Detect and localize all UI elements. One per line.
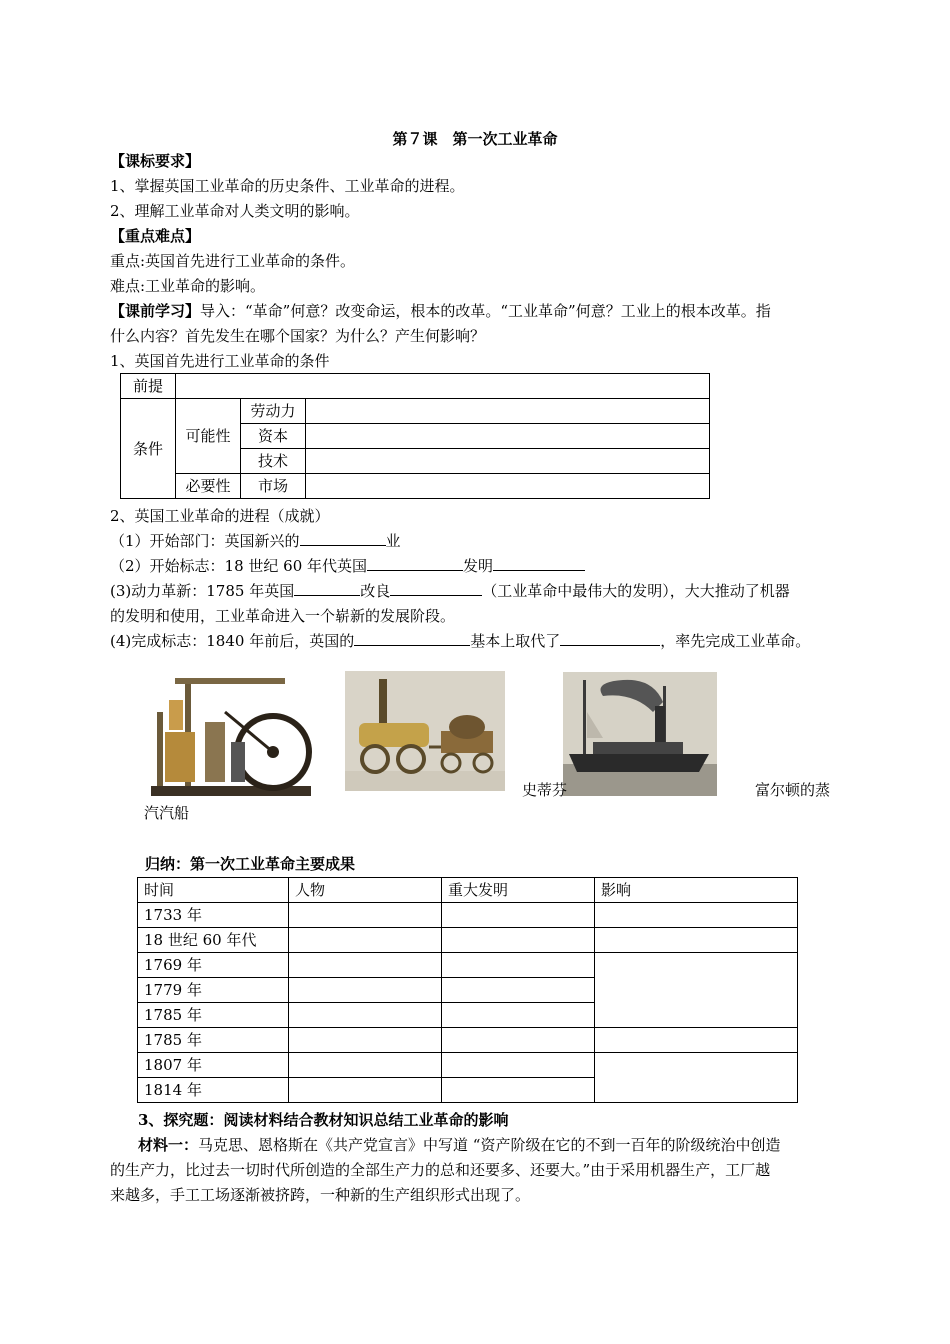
cell-tiaojian: 条件 xyxy=(121,399,176,499)
zhongdian-item-1: 重点:英国首先进行工业革命的条件。 xyxy=(110,252,356,270)
blank-cell-merged[interactable] xyxy=(595,1053,798,1103)
blank-2[interactable] xyxy=(367,556,463,571)
blank-4[interactable] xyxy=(294,581,360,596)
achievements-table xyxy=(137,877,798,1103)
blank-cell[interactable] xyxy=(289,928,442,953)
progress-item-3-cont: 的发明和使用，工业革命进入一个崭新的发展阶段。 xyxy=(110,607,456,625)
cell-biyaoxing: 必要性 xyxy=(176,474,241,499)
progress-item-1: （1）开始部门：英国新兴的 业 xyxy=(110,532,401,550)
kq-line-1 xyxy=(110,300,771,322)
section-zhongdian: 【重点难点】 xyxy=(110,227,201,245)
steam-engine-image xyxy=(145,672,315,800)
cell-qianti-blank[interactable] xyxy=(176,374,710,399)
header-time: 时间 xyxy=(138,878,289,903)
blank-cell[interactable] xyxy=(595,903,798,928)
progress-item-3: (3)动力革新：1785 年英国 改良 （工业革命中最伟大的发明），大大推动了机器 xyxy=(110,582,790,600)
material-1-text: 马克思、恩格斯在《共产党宣言》中写道 “资产阶级在它的不到一百年的阶级统治中创造 xyxy=(198,1136,781,1154)
steamship-image xyxy=(563,672,717,796)
blank-cell-merged[interactable] xyxy=(595,953,798,1028)
header-impact: 影响 xyxy=(595,878,798,903)
cell-kenengxing: 可能性 xyxy=(176,399,241,474)
progress-item-4: (4)完成标志：1840 年前后，英国的 基本上取代了 ，率先完成工业革命。 xyxy=(110,632,811,650)
cell-laodongli: 劳动力 xyxy=(241,399,306,424)
question-2: 2、英国工业革命的进程（成就） xyxy=(110,507,330,525)
kq-line-2: 什么内容？首先发生在哪个国家？为什么？产生何影响？ xyxy=(110,327,486,345)
blank-cell[interactable] xyxy=(442,1003,595,1028)
cell-shichang: 市场 xyxy=(241,474,306,499)
year-cell: 18 世纪 60 年代 xyxy=(138,928,289,953)
cell-qianti: 前提 xyxy=(121,374,176,399)
blank-cell[interactable] xyxy=(442,1053,595,1078)
blank-cell[interactable] xyxy=(442,1078,595,1103)
page-title: 第７课 第一次工业革命 xyxy=(392,130,558,148)
blank-1[interactable] xyxy=(300,531,386,546)
progress-item-2: （2）开始标志：18 世纪 60 年代英国 发明 xyxy=(110,555,585,577)
year-cell: 1807 年 xyxy=(138,1053,289,1078)
question-1: 1、英国首先进行工业革命的条件 xyxy=(110,352,330,370)
cell-laodongli-blank[interactable] xyxy=(306,399,710,424)
blank-cell[interactable] xyxy=(289,1028,442,1053)
year-cell: 1779 年 xyxy=(138,978,289,1003)
material-1-line-1 xyxy=(138,1134,780,1156)
blank-cell[interactable] xyxy=(289,953,442,978)
caption-locomotive: 史蒂芬 xyxy=(522,781,568,799)
summary-title: 归纳：第一次工业革命主要成果 xyxy=(145,855,356,873)
blank-cell[interactable] xyxy=(595,928,798,953)
kebiao-item-1: 1、掌握英国工业革命的历史条件、工业革命的进程。 xyxy=(110,177,465,195)
year-cell: 1814 年 xyxy=(138,1078,289,1103)
year-cell: 1769 年 xyxy=(138,953,289,978)
locomotive-image xyxy=(345,671,505,791)
cell-ziben-blank[interactable] xyxy=(306,424,710,449)
blank-cell[interactable] xyxy=(289,1053,442,1078)
section-kebiao: 【课标要求】 xyxy=(110,152,201,170)
caption-steamship: 富尔顿的蒸 xyxy=(755,781,831,799)
blank-cell[interactable] xyxy=(442,1028,595,1053)
kq-text-1: 导入：“革命”何意？改变命运，根本的改革。“工业革命”何意？工业上的根本改革。指 xyxy=(200,302,771,320)
blank-cell[interactable] xyxy=(595,1028,798,1053)
blank-7[interactable] xyxy=(560,631,660,646)
blank-3[interactable] xyxy=(493,556,585,571)
header-invention: 重大发明 xyxy=(442,878,595,903)
blank-cell[interactable] xyxy=(442,928,595,953)
caption-steamship-cont: 汽汽船 xyxy=(144,804,190,822)
blank-cell[interactable] xyxy=(289,1003,442,1028)
year-cell: 1785 年 xyxy=(138,1028,289,1053)
question-3: 3、探究题：阅读材料结合教材知识总结工业革命的影响 xyxy=(138,1111,509,1129)
kebiao-item-2: 2、理解工业革命对人类文明的影响。 xyxy=(110,202,360,220)
header-person: 人物 xyxy=(289,878,442,903)
cell-ziben: 资本 xyxy=(241,424,306,449)
blank-cell[interactable] xyxy=(289,978,442,1003)
blank-cell[interactable] xyxy=(442,953,595,978)
cell-jishu-blank[interactable] xyxy=(306,449,710,474)
blank-6[interactable] xyxy=(354,631,470,646)
year-cell: 1785 年 xyxy=(138,1003,289,1028)
zhongdian-item-2: 难点:工业革命的影响。 xyxy=(110,277,266,295)
blank-cell[interactable] xyxy=(442,978,595,1003)
cell-shichang-blank[interactable] xyxy=(306,474,710,499)
blank-cell[interactable] xyxy=(442,903,595,928)
section-kq: 【课前学习】 xyxy=(110,302,201,320)
year-cell: 1733 年 xyxy=(138,903,289,928)
material-1-line-2: 的生产力，比过去一切时代所创造的全部生产力的总和还要多、还要大。”由于采用机器生产，工厂越 xyxy=(110,1161,771,1179)
material-1-line-3: 来越多，手工工场逐渐被挤跨，一种新的生产组织形式出现了。 xyxy=(110,1186,531,1204)
material-1-label: 材料一： xyxy=(138,1136,199,1154)
conditions-table xyxy=(120,373,710,499)
cell-jishu: 技术 xyxy=(241,449,306,474)
blank-5[interactable] xyxy=(390,581,482,596)
blank-cell[interactable] xyxy=(289,903,442,928)
blank-cell[interactable] xyxy=(289,1078,442,1103)
